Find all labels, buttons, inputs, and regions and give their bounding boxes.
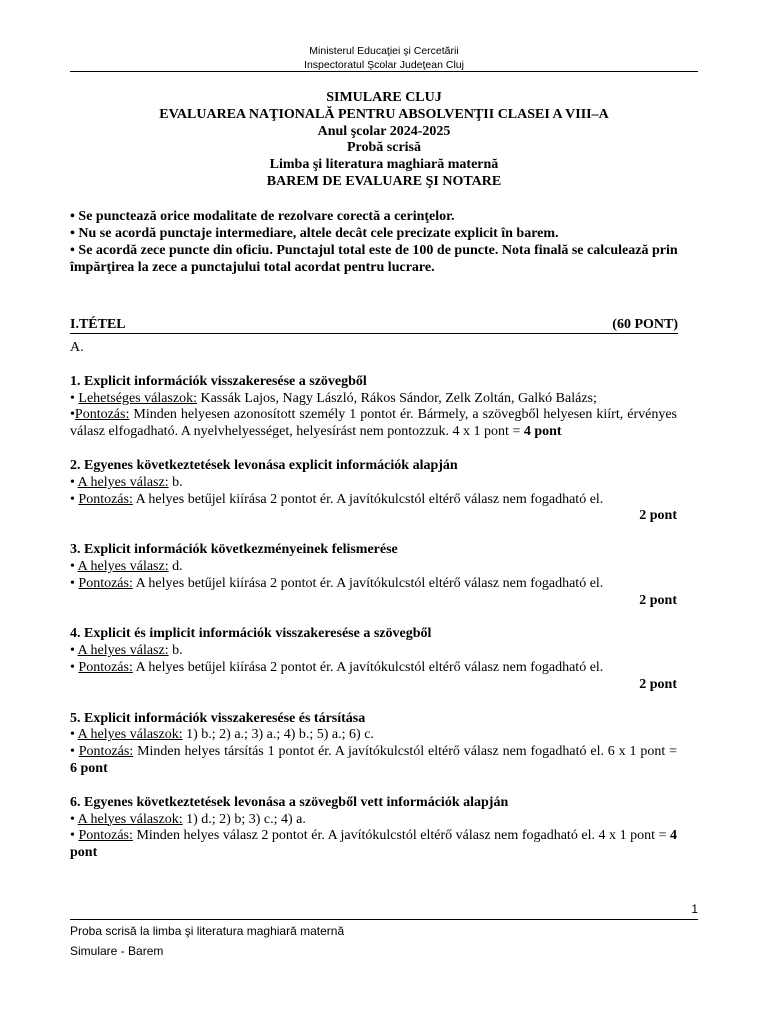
answer-value: b. <box>168 643 183 659</box>
item-title: 1. Explicit információk visszakeresése a szövegből <box>70 373 367 389</box>
item-answer: • A helyes válaszok: 1) b.; 2) a.; 3) a.; 4) b.; 5) a.; 6) c. <box>70 727 374 743</box>
header-rule <box>70 71 698 72</box>
item-scoring: • Pontozás: A helyes betűjel kiírása 2 pontot ér. A javítókulcstól eltérő válasz nem fogadható el. <box>70 575 604 591</box>
page-header <box>70 44 698 72</box>
item-total: 2 pont <box>639 592 677 608</box>
item-scoring: • Pontozás: Minden helyes társítás 1 pontot ér. A javítókulcstól eltérő válasz nem fogadható el. 6 x 1 pont = 6 pont <box>70 744 677 776</box>
answer-label: A helyes válasz: <box>77 643 169 659</box>
scoring-text: A helyes betűjel kiírása 2 pontot ér. A javítókulcstól eltérő válasz nem fogadható el. <box>132 491 604 507</box>
items-body <box>70 340 677 862</box>
item-scoring: • Pontozás: A helyes betűjel kiírása 2 pontot ér. A javítókulcstól eltérő válasz nem fogadható el. <box>70 659 604 675</box>
answer-label: Lehetséges válaszok: <box>78 390 197 406</box>
answer-value: d. <box>168 558 183 574</box>
section-name: I.TÉTEL <box>70 317 126 332</box>
item-scoring: • Pontozás: A helyes betűjel kiírása 2 pontot ér. A javítókulcstól eltérő válasz nem fogadható el. <box>70 491 604 507</box>
scoring-text: A helyes betűjel kiírása 2 pontot ér. A javítókulcstól eltérő válasz nem fogadható el. <box>132 659 604 675</box>
item-total: 4 pont <box>523 424 562 440</box>
scoring-text: A helyes betűjel kiírása 2 pontot ér. A javítókulcstól eltérő válasz nem fogadható el. <box>132 575 604 591</box>
title-line: Anul şcolar 2024-2025 <box>317 123 451 139</box>
scoring-label: Pontozás: <box>78 659 133 675</box>
item-total: 2 pont <box>639 508 677 524</box>
item-title: 3. Explicit információk következményeinek felismerése <box>70 542 398 558</box>
answer-value: 1) d.; 2) b; 3) c.; 4) a. <box>182 811 306 827</box>
footer-exam-name: Proba scrisă la limba şi literatura maghiară maternă <box>70 924 345 938</box>
page-footer <box>70 921 344 961</box>
scoring-label: Pontozás: <box>78 575 133 591</box>
item-title: 6. Egyenes következtetések levonása a szövegből vett információk alapján <box>70 794 509 810</box>
title-line: SIMULARE CLUJ <box>326 90 442 105</box>
subsection-label: A. <box>70 340 84 355</box>
document-page <box>70 0 698 1024</box>
document-title <box>70 90 698 191</box>
rule-item: • Se acordă zece puncte din oficiu. Punctajul total este de 100 de puncte. Nota finală se calculează prin împărţirea la zece a punctajului total acordat pentru lucrare. <box>70 243 678 275</box>
title-line: Limba şi literatura maghiară maternă <box>269 157 499 173</box>
rule-item: • Nu se acordă punctaje intermediare, altele decât cele precizate explicit în barem. <box>70 226 559 241</box>
item-scoring: • Pontozás: Minden helyes válasz 2 pontot ér. A javítókulcstól eltérő válasz nem fogadható el. 4 x 1 pont = 4 pont <box>70 828 678 861</box>
item-total: 6 pont <box>70 760 108 776</box>
answer-value: b. <box>168 474 183 490</box>
answer-label: A helyes válaszok: <box>77 727 183 743</box>
item-title: 5. Explicit információk visszakeresése és társítása <box>70 710 366 726</box>
footer-rule <box>70 919 698 920</box>
header-inspectorate: Inspectoratul Şcolar Judeţean Cluj <box>304 59 464 71</box>
footer-doc-type: Simulare - Barem <box>70 944 164 958</box>
rule-item: • Se punctează orice modalitate de rezolvare corectă a cerinţelor. <box>70 209 455 224</box>
title-line: BAREM DE EVALUARE ŞI NOTARE <box>266 173 502 189</box>
section-heading <box>70 316 678 334</box>
answer-value: 1) b.; 2) a.; 3) a.; 4) b.; 5) a.; 6) c. <box>182 727 374 743</box>
title-line: EVALUAREA NAŢIONALĂ PENTRU ABSOLVENŢII CLASEI A VIII–A <box>159 106 609 122</box>
item-total: 2 pont <box>639 676 677 692</box>
item-answer: • Lehetséges válaszok: Kassák Lajos, Nagy László, Rákos Sándor, Zelk Zoltán, Galkó Balázs; <box>70 390 597 406</box>
scoring-text: Minden helyes társítás 1 pontot ér. A javítókulcstól eltérő válasz nem fogadható el. 6 x 1 pont = <box>133 744 677 760</box>
answer-value: Kassák Lajos, Nagy László, Rákos Sándor, Zelk Zoltán, Galkó Balázs; <box>196 390 597 406</box>
item-answer: • A helyes válasz: b. <box>70 643 183 659</box>
item-title: 2. Egyenes következtetések levonása explicit információk alapján <box>70 457 458 473</box>
scoring-label: Pontozás: <box>78 828 133 844</box>
item-total: 4 pont <box>70 828 678 861</box>
scoring-label: Pontozás: <box>78 491 133 507</box>
answer-label: A helyes válasz: <box>77 474 169 490</box>
scoring-text: Minden helyesen azonosított személy 1 pontot ér. Bármely, a szövegből helyesen kiírt, érvényes válasz elfogadható. A nyelvhelyességet, helyesírást nem pontozzuk. 4 x 1 pont = <box>70 407 677 440</box>
answer-label: A helyes válasz: <box>77 558 169 574</box>
answer-label: A helyes válaszok: <box>77 811 183 827</box>
item-answer: • A helyes válasz: b. <box>70 474 183 490</box>
scoring-label: Pontozás: <box>74 407 130 423</box>
general-rules <box>70 208 698 276</box>
item-title: 4. Explicit és implicit információk visszakeresése a szövegből <box>70 626 432 642</box>
item-answer: • A helyes válasz: d. <box>70 558 183 574</box>
header-ministry: Ministerul Educaţiei şi Cercetării <box>309 45 459 57</box>
title-line: Probă scrisă <box>346 140 421 156</box>
scoring-text: Minden helyes válasz 2 pontot ér. A javítókulcstól eltérő válasz nem fogadható el. 4 x 1 pont = <box>132 828 671 844</box>
scoring-label: Pontozás: <box>78 744 134 760</box>
section-points: (60 PONT) <box>612 317 678 332</box>
item-scoring: •Pontozás: Minden helyesen azonosított személy 1 pontot ér. Bármely, a szövegből helyesen kiírt, érvényes válasz elfogadható. A nyelvhelyességet, helyesírást nem pontozzuk. 4 x 1 pont = 4 pont <box>70 407 677 440</box>
item-answer: • A helyes válaszok: 1) d.; 2) b; 3) c.; 4) a. <box>70 811 306 827</box>
page-number: 1 <box>691 902 698 916</box>
